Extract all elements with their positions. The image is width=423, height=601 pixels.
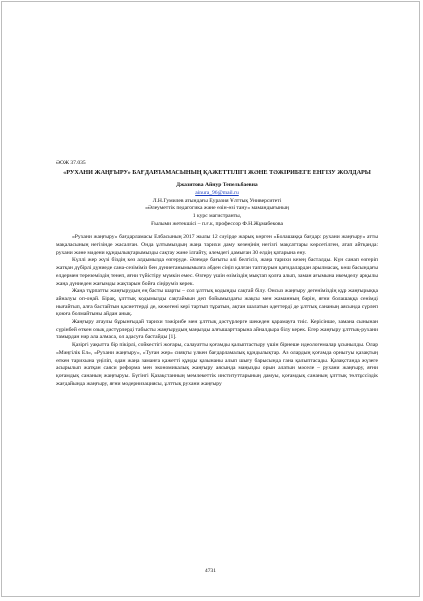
body-paragraph: Қазіргі уақытта бір пікірлі, сойкестігі жоғары, салауатты қоғамды қалыптастыру үшін бірнеше идеологемалар ұсынылды. Олар «Мәңгілік Ел», «Рухани жаңғыру», «Туған жер» сияқты үлкен бағдарламалық құндылықтар. Аз олардың қоғамда орныгуы қазақтың өткен тарихына үңіліп, одан жаңа заманға қажетті құнды қазынаны алып шығу барысында гана қалыптасады. Қазақстанда жүзеге асырылып жатқан саяси реформа мен экономикалық жаңғыру аясында маңызды орын алатын мәселе – рухани жаңғыру, яғни қоғамдық сананың жаңғыруы. Бүгінгі Қазақстанның мемлекеттік институттарының дамуы, қоғамдық сананың ұлттық төлтұссіздік жағдайында жаңғыру, яғни модернизациясы, ұлттық рухани жаңғыру <box>56 342 378 387</box>
page-number: 4731 <box>204 568 217 574</box>
body-paragraph: Жаңа тұрпатты жаңғырудың ең басты шарты – сол ұлттық кодыңды сақтай білу. Онсыз жаңғыру дегеніміздің құр жаңғырыққа айналуы оп-оңай. Бірақ, ұлттық кодымызды сақтаймын деп бойымыздағы жақсы мен жаманның бәрін, яғни болашаққа сенімді нығайтып, алға бастайтын қасиеттерді де, кежегені кері тартып тұратын, ақтан шалатын әдеттерді де ұлттық сананың аясында сүрлеп қоюға болмайтыны айдан анық. <box>56 288 378 318</box>
affiliation-line: «Әлеуметтік педагогика және өзін-өзі тану» мамандығының <box>145 205 289 212</box>
article-body <box>56 160 378 388</box>
author-name: Джазитова Айнур Тепельбаевна <box>176 182 258 189</box>
affiliation-line: Л.Н.Гумилев атындағы Еуразия Ұлттық Университеті <box>152 197 282 204</box>
document-page <box>1 1 420 597</box>
body-paragraph: Жаңғыру атаулы бұрынғыдай тарихи тәжірибе мен ұлттық дәстүрлерге шекеден қарамауға тиіс. Керісінше, замана сынынан сүрінбей өткен озық дәстүрлерді табысты жаңғырудың маңызды алғышарттарына айналдыра білу керек. Егер жаңғыру ұлттық-рухани тамырдан нәр ала алмаса, ол адасуға бастайды [1]. <box>56 319 378 341</box>
affiliation-line: 1 курс магистранты, <box>192 212 242 219</box>
supervisor-line: Ғылыми жетекшісі – п.ғ.к, профессор Ф.Н.Жұмабекова <box>151 220 283 227</box>
author-email-link[interactable]: ainura_96@mail.ru <box>195 189 239 196</box>
body-paragraph: «Рухани жаңғыру» бағдарламасы Елбасының 2017 жылы 12 сәуірде жарық көрген «Болашаққа бағдар: рухани жаңғыру» атты мақаласының негізінде жасалған. Онда ұлтымыздың жаңа тарихи даму кезеңінің негізгі мақсаттары көрсетілген, атап айтқанда: рухани және мәдени құндылықтарымызды сақтау және ілгайту, әлемдегі дамыған 30 елдің қатарына ену. <box>56 234 378 256</box>
article-title: «РУХАНИ ЖАҢҒЫРУ» БАҒДАРЛАМАСЫНЫҢ ҚАЖЕТТІЛІГІ ЖӘНЕ ТӘЖІРИБЕГЕ ЕНГІЗУ ЖОЛДАРЫ <box>63 168 371 176</box>
body-paragraph: Күллі жер жүзі біздің көз алдымызда өзгеруде. Әлемде бағыты әлі белгісіз, жаңа тарихи кезең басталды. Күн санап өзгеріп жатқан дүбірлі дүниеде сана-сезіміміз бен дүниетанымымызға әбден сіңіп қалған таптаурын қағидалардан арылмасақ, көш басындағы елдермен тереземіздің тенеп, яғни түйістіру мүмкін емес. Өзгеру үшін өзіміздің мықтап қолға алып, заман ағымына икемделу арқылы жаңа дүниеден жағымды жақтарын бойға сіңіруміз керек. <box>56 257 378 287</box>
udk-code: ӘОЖ 37.035 <box>56 160 86 166</box>
